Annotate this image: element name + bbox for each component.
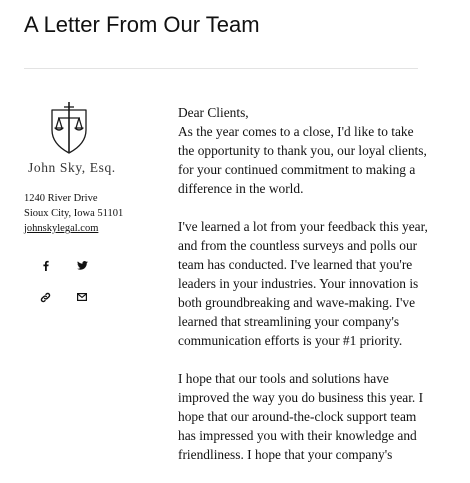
social-links	[24, 256, 124, 306]
email-icon[interactable]	[75, 290, 89, 304]
scales-of-justice-shield-icon	[48, 100, 90, 156]
letter-paragraph-3: I hope that our tools and solutions have improved the way you do business this year. I hope that our around-the-clock support team has impressed you with their knowledge and friendliness. I hope that your company's	[178, 371, 424, 462]
website-link[interactable]: johnskylegal.com	[24, 223, 99, 234]
letter-body	[178, 103, 428, 483]
header-divider	[24, 68, 418, 69]
twitter-icon[interactable]	[75, 258, 89, 272]
page-title: A Letter From Our Team	[24, 12, 260, 37]
facebook-icon[interactable]	[38, 258, 52, 272]
address-city: Sioux City, Iowa 51101	[24, 208, 124, 219]
firm-name: John Sky, Esq.	[28, 160, 116, 175]
address-block	[24, 191, 123, 236]
address-street: 1240 River Drive	[24, 193, 98, 204]
letter-salutation: Dear Clients,	[178, 105, 249, 120]
letter-paragraph-1: As the year comes to a close, I'd like to take the opportunity to thank you, our loyal clients, for your continued commitment to making a difference in the world.	[178, 124, 427, 196]
letter-paragraph-2: I've learned a lot from your feedback this year, and from the countless surveys and polls our team has conducted. I've learned that you're leaders in your industries. Your innovation is both groundbreaking and wave-making. I've learned that streamlining your company's communication efforts is your #1 priority.	[178, 219, 428, 348]
link-icon[interactable]	[38, 290, 52, 304]
